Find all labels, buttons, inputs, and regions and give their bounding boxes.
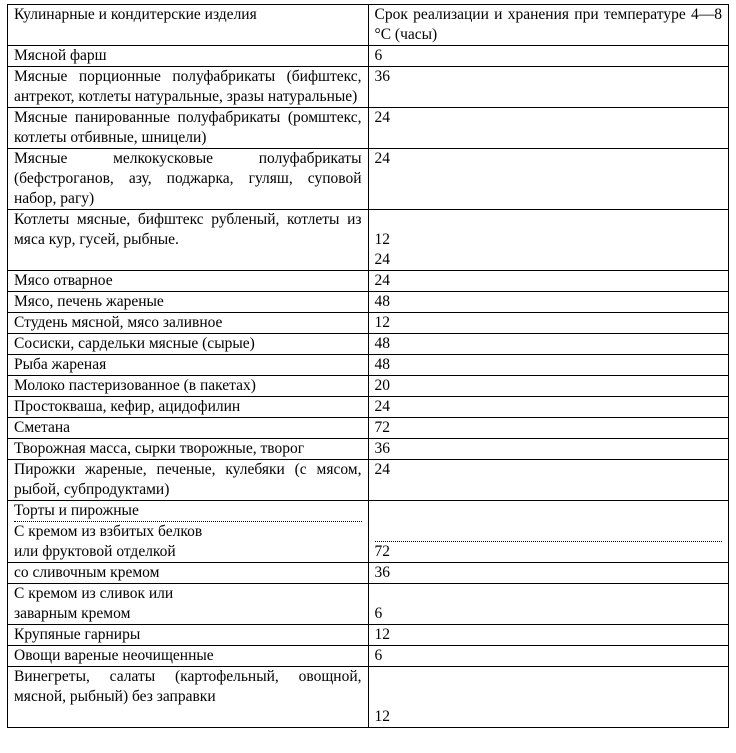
row-term: 6	[368, 46, 729, 67]
row-name: со сливочным кремом	[8, 563, 369, 584]
table-row	[8, 418, 729, 439]
table-row	[8, 625, 729, 646]
table-row	[8, 313, 729, 334]
row-term: 36	[368, 67, 729, 108]
row-term: 12	[374, 708, 390, 725]
row-term: 6	[368, 646, 729, 667]
cakes-custard-line1: С кремом из сливок или	[14, 585, 174, 602]
table-row	[8, 334, 729, 355]
row-name: Сметана	[8, 418, 369, 439]
row-term: 36	[368, 563, 729, 584]
row-name-text: Винегреты, салаты (картофельный, овощной, мясной, рыбный) без заправки	[14, 668, 362, 705]
row-term-group	[368, 210, 729, 271]
row-name: Творожная масса, сырки творожные, творог	[8, 439, 369, 460]
row-term: 48	[368, 292, 729, 313]
storage-table	[7, 4, 729, 728]
table-row	[8, 563, 729, 584]
row-name: Мясо отварное	[8, 271, 369, 292]
row-name: Котлеты мясные, бифштекс рубленый, котлеты из мяса кур, гусей, рыбные.	[8, 210, 369, 271]
row-term: 36	[368, 439, 729, 460]
row-name: Молоко пастеризованное (в пакетах)	[8, 376, 369, 397]
row-term: 24	[368, 149, 729, 210]
row-term: 24	[368, 108, 729, 149]
header-col-term: Срок реализации и хранения при температуре 4—8 °С (часы)	[368, 5, 729, 46]
table-row	[8, 108, 729, 149]
cakes-cream-line2: или фруктовой отделкой	[14, 543, 176, 560]
table-row	[8, 439, 729, 460]
row-name: Студень мясной, мясо заливное	[8, 313, 369, 334]
row-term: 48	[368, 334, 729, 355]
row-term: 12	[368, 313, 729, 334]
row-name: Овощи вареные неочищенные	[8, 646, 369, 667]
cakes-cream-term-cell	[368, 501, 729, 563]
cakes-custard-term-cell	[368, 584, 729, 625]
row-name: Пирожки жареные, печеные, кулебяки (с мясом, рыбой, субпродуктами)	[8, 460, 369, 501]
row-name: Крупяные гарниры	[8, 625, 369, 646]
row-term: 24	[368, 271, 729, 292]
row-term: 48	[368, 355, 729, 376]
row-term: 24	[368, 397, 729, 418]
table-row	[8, 646, 729, 667]
row-term: 12	[374, 231, 390, 248]
document	[7, 4, 729, 728]
row-name: Сосиски, сардельки мясные (сырые)	[8, 334, 369, 355]
table-row	[8, 667, 729, 728]
table-row	[8, 460, 729, 501]
row-term: 12	[368, 625, 729, 646]
table-row	[8, 46, 729, 67]
row-name: Мясные панированные полуфабрикаты (ромштекс, котлеты отбивные, шницели)	[8, 108, 369, 149]
row-term-group	[368, 667, 729, 728]
cakes-cream-term: 72	[375, 541, 723, 562]
row-term-secondary: 24	[374, 251, 390, 268]
row-name: Мясной фарш	[8, 46, 369, 67]
cakes-custard-line2: заварным кремом	[14, 605, 131, 622]
table-row	[8, 355, 729, 376]
row-term: 72	[368, 418, 729, 439]
row-term: 20	[368, 376, 729, 397]
table-header-row	[8, 5, 729, 46]
row-term: 24	[368, 460, 729, 501]
row-name: Рыба жареная	[8, 355, 369, 376]
row-name: Мясные мелкокусковые полуфабрикаты (бефстроганов, азу, поджарка, гуляш, суповой набор, рагу)	[8, 149, 369, 210]
cakes-cream-line1: С кремом из взбитых белков	[14, 523, 203, 540]
cakes-custard-term: 6	[374, 605, 383, 622]
cakes-title: Торты и пирожные	[14, 501, 362, 522]
table-row	[8, 292, 729, 313]
row-name: Мясо, печень жареные	[8, 292, 369, 313]
cakes-cream-cell	[8, 501, 369, 563]
table-row	[8, 397, 729, 418]
row-name: Простокваша, кефир, ацидофилин	[8, 397, 369, 418]
header-col-products: Кулинарные и кондитерские изделия	[8, 5, 369, 46]
table-row-cakes-cream	[8, 501, 729, 563]
table-row	[8, 376, 729, 397]
table-row	[8, 210, 729, 271]
table-row	[8, 271, 729, 292]
row-name: Мясные порционные полуфабрикаты (бифштекс, антрекот, котлеты натуральные, зразы натуральные)	[8, 67, 369, 108]
table-row	[8, 67, 729, 108]
row-name	[8, 667, 369, 728]
table-row-cakes-custard	[8, 584, 729, 625]
cakes-custard-cell	[8, 584, 369, 625]
table-row	[8, 149, 729, 210]
